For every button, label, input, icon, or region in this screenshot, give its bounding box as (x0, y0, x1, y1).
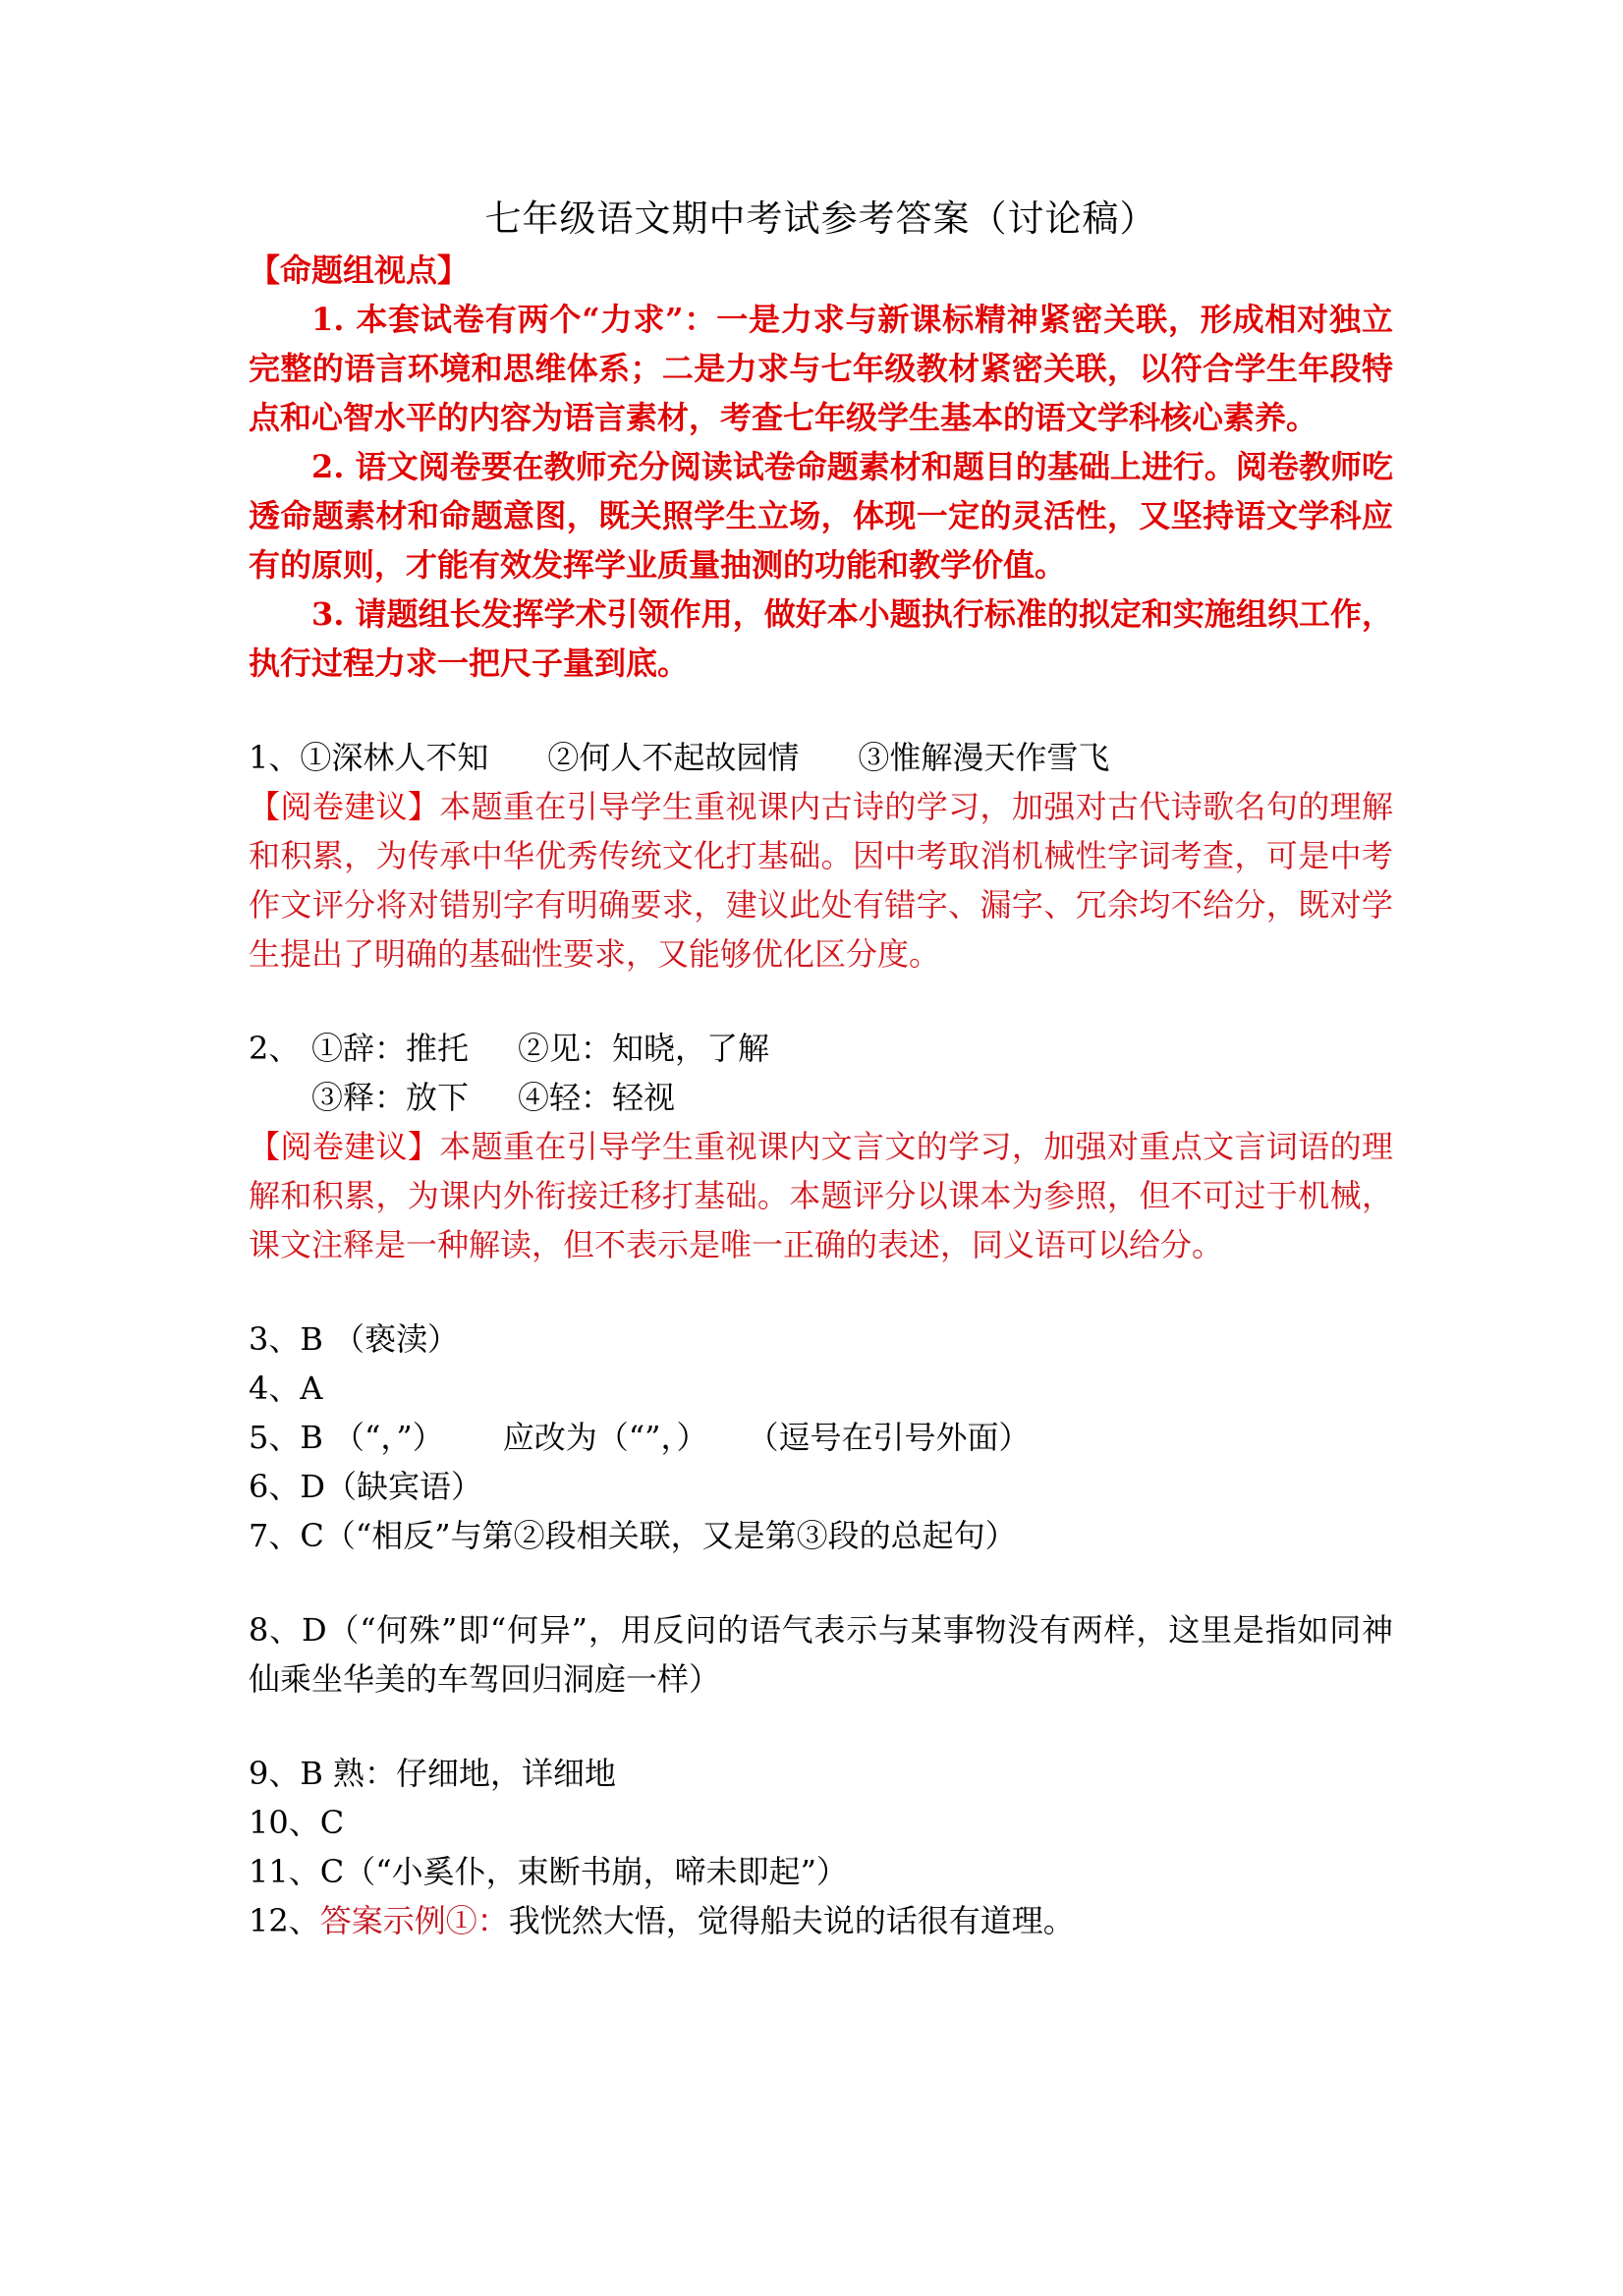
q1-advice-label: 【阅卷建议】 (249, 788, 440, 825)
answer-q12 (249, 1896, 1393, 1945)
q1-answer-3: ③惟解漫天作雪飞 (858, 739, 1110, 776)
q2-number: 2、 (249, 1030, 301, 1067)
q2-answer-4: ④轻：轻视 (518, 1079, 676, 1116)
q12-number: 12、 (249, 1902, 320, 1939)
answer-q6: 6、D（缺宾语） (249, 1468, 483, 1505)
answer-q4: 4、A (249, 1370, 323, 1407)
q2-advice (249, 1122, 1393, 1269)
answer-q11: 11、C（“小奚仆，束断书崩，啼未即起”） (249, 1853, 848, 1890)
q5-correction: 应改为（“”，） (502, 1419, 708, 1456)
q5-note: （逗号在引号外面） (747, 1419, 1031, 1456)
document-content (249, 193, 1393, 1945)
note-paragraph-2: 2. 语文阅卷要在教师充分阅读试卷命题素材和题目的基础上进行。阅卷教师吃透命题素材和命题意图，既关照学生立场，体现一定的灵活性，又坚持语文学科应有的原则，才能有效发挥学业质量抽测的功能和教学价值。 (249, 448, 1393, 584)
q1-number: 1、 (249, 739, 301, 776)
q5-answer: 5、B （“，”） (249, 1419, 444, 1456)
answer-q5 (249, 1413, 1393, 1462)
q1-advice (249, 782, 1393, 979)
q2-answer-1: ①辞：推托 (311, 1030, 470, 1067)
q12-text: 我恍然大悟，觉得船夫说的话很有道理。 (508, 1902, 1075, 1939)
q1-advice-text: 本题重在引导学生重视课内古诗的学习，加强对古代诗歌名句的理解和积累，为传承中华优秀传统文化打基础。因中考取消机械性字词考查，可是中考作文评分将对错别字有明确要求，建议此处有错字、漏字、冗余均不给分，既对学生提出了明确的基础性要求，又能够优化区分度。 (249, 788, 1393, 973)
note-paragraph-3: 3. 请题组长发挥学术引领作用，做好本小题执行标准的拟定和实施组织工作，执行过程力求一把尺子量到底。 (249, 595, 1393, 682)
answer-q1 (249, 733, 1393, 782)
answer-q2-line2 (249, 1073, 1393, 1122)
q2-advice-text: 本题重在引导学生重视课内文言文的学习，加强对重点文言词语的理解和积累，为课内外衔接迁移打基础。本题评分以课本为参照，但不可过于机械，课文注释是一种解读，但不表示是唯一正确的表述，同义语可以给分。 (249, 1128, 1393, 1263)
q1-answer-2: ②何人不起故园情 (547, 739, 800, 776)
answer-q10: 10、C (249, 1804, 345, 1841)
q2-answer-2: ②见：知晓，了解 (518, 1030, 770, 1067)
answer-q7: 7、C（“相反”与第②段相关联，又是第③段的总起句） (249, 1517, 1017, 1554)
q2-answer-3: ③释：放下 (311, 1079, 470, 1116)
answer-q2-line1 (249, 1024, 1393, 1073)
q1-answer-1: ①深林人不知 (300, 739, 489, 776)
answer-q9: 9、B 熟：仔细地，详细地 (249, 1755, 617, 1792)
note-paragraph-1: 1. 本套试卷有两个“力求”：一是力求与新课标精神紧密关联，形成相对独立完整的语言环境和思维体系；二是力求与七年级教材紧密关联，以符合学生年段特点和心智水平的内容为语言素材，考查七年级学生基本的语文学科核心素养。 (249, 301, 1393, 436)
notes-header: 【命题组视点】 (249, 252, 470, 289)
answer-q3: 3、B （亵渎） (249, 1320, 460, 1358)
q12-label: 答案示例①： (319, 1902, 509, 1939)
answer-q8: 8、D（“何殊”即“何异”，用反问的语气表示与某事物没有两样，这里是指如同神仙乘坐华美的车驾回归洞庭一样） (249, 1611, 1393, 1698)
q2-advice-label: 【阅卷建议】 (249, 1128, 440, 1165)
page-title: 七年级语文期中考试参考答案（讨论稿） (484, 197, 1157, 240)
